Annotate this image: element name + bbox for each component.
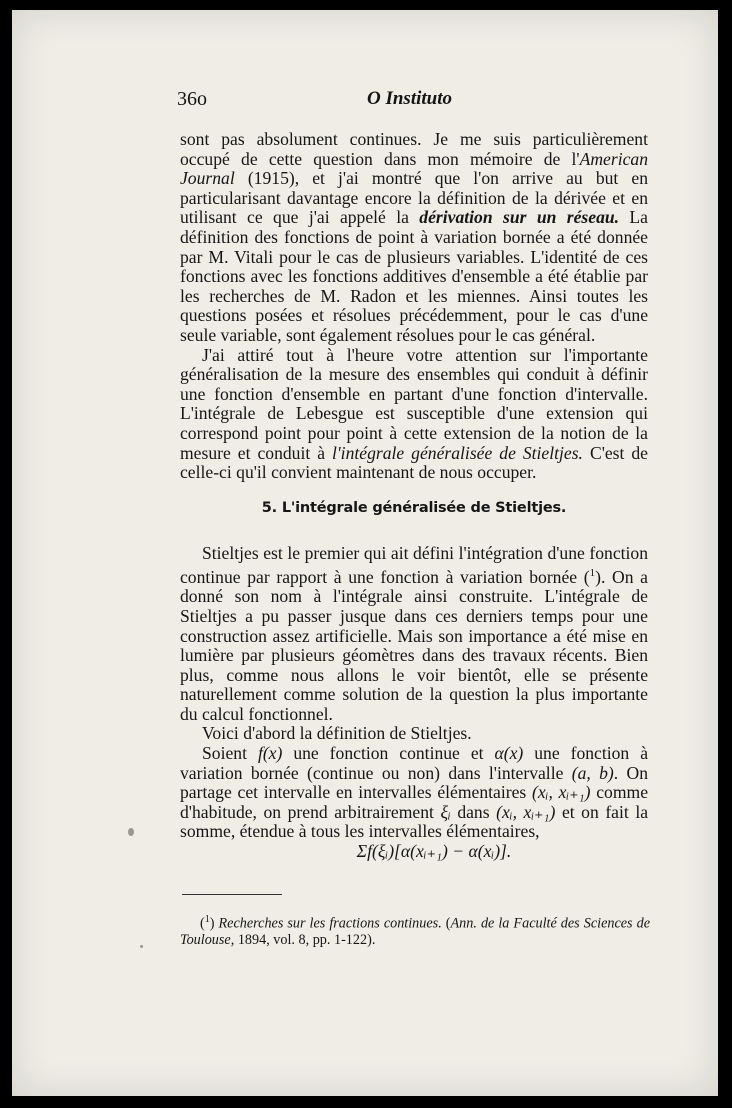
page-number: 36o [177,88,207,110]
paragraph-5: Soient f(x) une fonction continue et α(x) une fonction à variation bornée (continue ou non) dans l'intervalle (a, b). On partage cet intervalle en intervalles élémentaires (xᵢ, xᵢ₊₁) comme d'habitude, on prend arbitrairement ξᵢ dans (xᵢ, xᵢ₊₁) et on fait la somme, étendue à tous les intervalles élémentaires, [180,743,649,842]
paragraph-4: Voici d'abord la définition de Stieltjes. [202,723,472,744]
scan-speck [140,945,143,948]
paragraph-3: Stieltjes est le premier qui ait défini l'intégration d'une fonction continue par rapport à une fonction à variation bornée ($^1$). On a donné son nom à l'intégrale ainsi construite. L'intégrale de Stieltjes a pu passer jusque dans ces derniers temps pour une construction assez artificielle. Mais son importance a été mise en lumière par plusieurs géomètres dans des travaux récents. Bien plus, comme nous allons le voir bientôt, elle se présente naturellement comme solution de la question la plus importante du calcul fonctionnel. [180,543,648,724]
paragraph-1: sont pas absolument continues. Je me suis particulièrement occupé de cette question dans mon mémoire de l'American Journal (1915), et j'ai montré que l'on arrive au but en particularisant davantage encore la définition de la dérivée et en utilisant ce que j'ai appelé la dérivation sur un réseau. La définition des fonctions de point à variation bornée a été donnée par M. Vitali pour le cas de plusieurs variables. L'identité de ces fonctions avec les fonctions additives d'ensemble a été établie par les recherches de M. Radon et les miennes. Ainsi toutes les questions posées et résolues précédemment, pour le cas d'une seule variable, sont également résolues pour le cas général. [180,129,648,345]
scan-speck [128,828,134,836]
formula: Σf(ξᵢ)[α(xᵢ₊₁) − α(xᵢ)]. [356,841,512,862]
body-text [180,130,648,862]
footnote-marker: 1 [204,914,210,925]
paragraph-2: J'ai attiré tout à l'heure votre attention sur l'importante généralisation de la mesure des ensembles qui conduit à définir une fonction d'ensemble en partant d'une fonction d'intervalle. L'intégrale de Lebesgue est susceptible d'une extension qui correspond point pour point à cette extension de la notion de la mesure et conduit à l'intégrale généralisée de Stieltjes. C'est de celle-ci qu'il convient maintenant de nous occuper. [180,344,648,483]
running-title: O Instituto [367,88,453,109]
page-header [177,88,647,112]
scanned-page [12,10,718,1096]
footnote-ref[interactable]: 1 [589,566,596,579]
footnote-rule [182,894,282,895]
footnote: ($^1$) Recherches sur les fractions continues. (Ann. de la Faculté des Sciences de Toulouse, 1894, vol. 8, pp. 1-122). [180,914,650,948]
section-title: 5. L'intégrale généralisée de Stieltjes. [261,499,567,516]
